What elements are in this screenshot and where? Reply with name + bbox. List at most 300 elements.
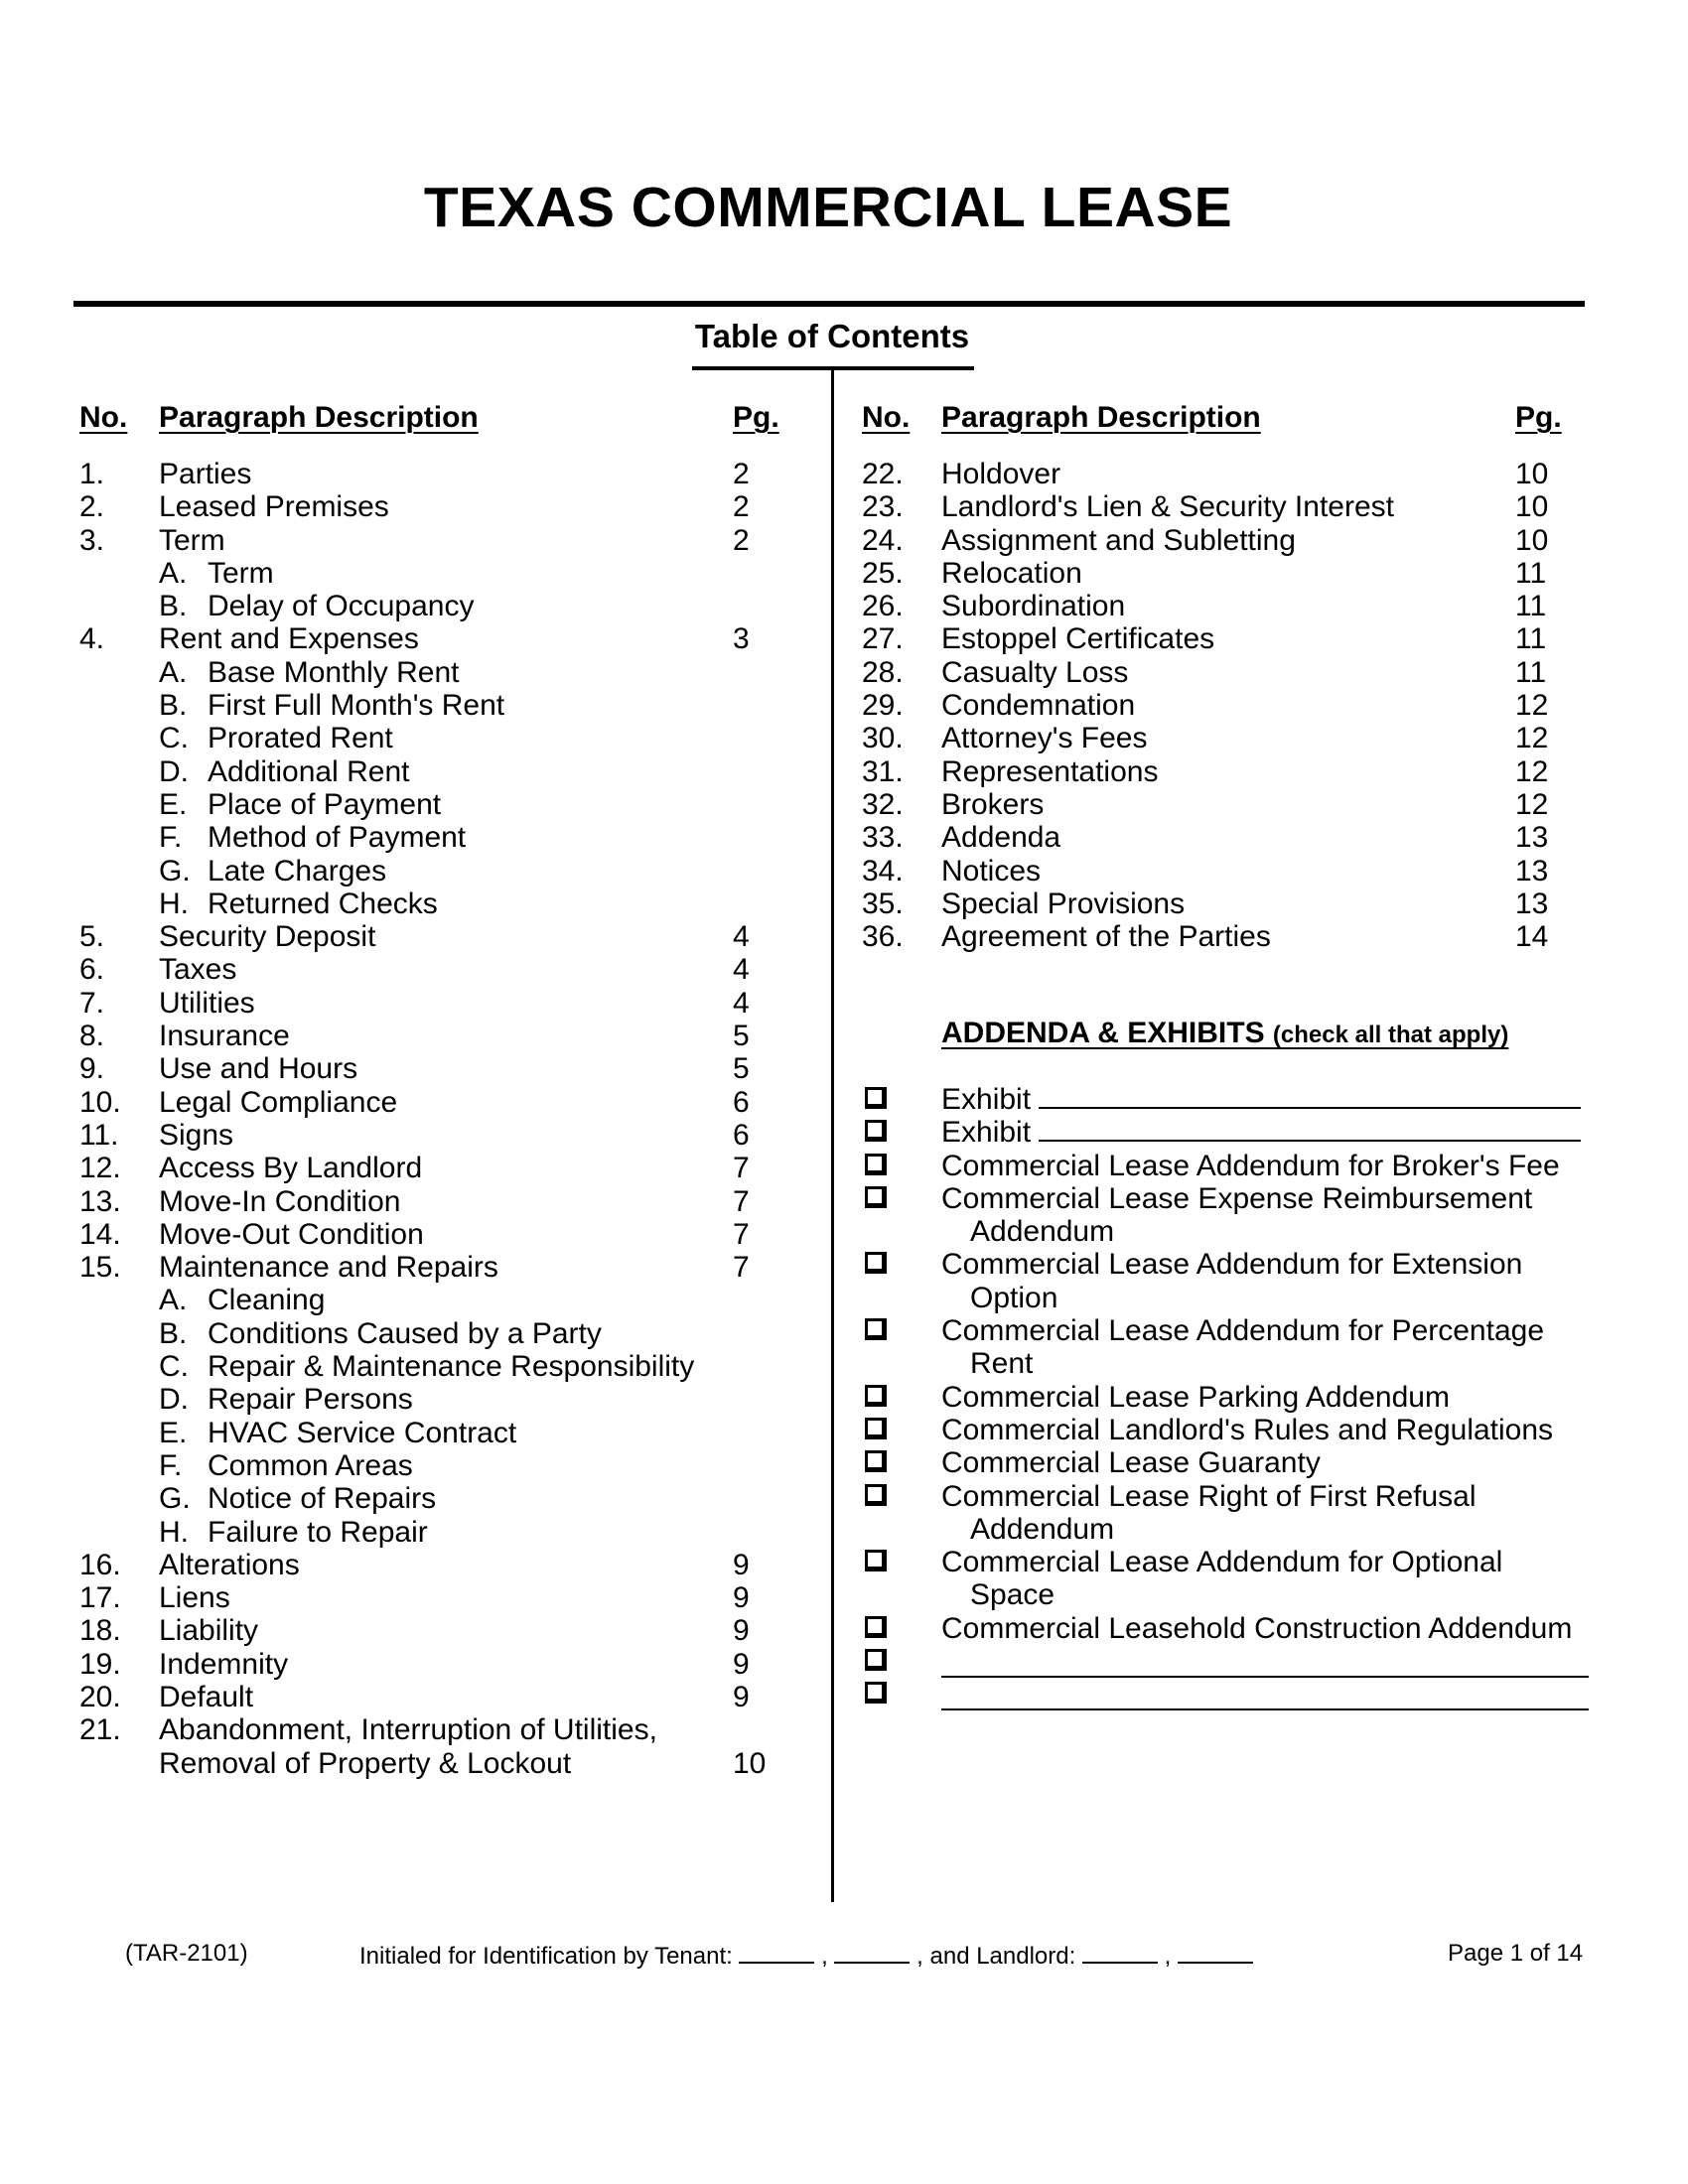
toc-item-number: 25.: [862, 556, 904, 590]
addendum-checkbox[interactable]: [865, 1385, 887, 1407]
toc-right-list: [862, 458, 1597, 953]
toc-item-description: [159, 722, 393, 754]
toc-item-description: Agreement of the Parties: [941, 920, 1271, 954]
toc-subitem-letter: B.: [159, 1316, 188, 1350]
toc-item-description: [159, 887, 438, 920]
addendum-label-line: Commercial Landlord's Rules and Regulations: [941, 1413, 1554, 1446]
toc-item-description: [159, 788, 441, 821]
toc-subitem-letter: A.: [159, 655, 188, 689]
toc-item-description: Removal of Property & Lockout: [159, 1746, 572, 1780]
toc-subitem-text: Place of Payment: [208, 787, 442, 821]
toc-item-description: Maintenance and Repairs: [159, 1251, 498, 1285]
toc-item-description: Holdover: [941, 458, 1061, 490]
left-page-header: Pg.: [733, 401, 779, 434]
toc-item: [862, 590, 1597, 622]
toc-item: [79, 524, 774, 557]
toc-item-description: Condemnation: [941, 689, 1136, 723]
toc-item: [79, 458, 774, 490]
toc-item-page: 5: [733, 1020, 750, 1053]
addendum-label-line: Commercial Leasehold Construction Addendum: [941, 1611, 1573, 1645]
toc-subitem-letter: C.: [159, 722, 189, 755]
addendum-label-continuation: Rent: [970, 1347, 1034, 1381]
toc-subitem: [79, 788, 774, 821]
toc-item-number: 4.: [79, 622, 105, 656]
toc-item: [862, 855, 1597, 887]
toc-item-number: 1.: [79, 458, 105, 490]
toc-item-number: 24.: [862, 523, 904, 557]
toc-item: [862, 622, 1597, 655]
toc-subitem-text: Notice of Repairs: [208, 1482, 437, 1516]
addendum-label: [941, 1414, 1553, 1446]
toc-subitem-text: Delay of Occupancy: [208, 590, 475, 623]
toc-item-page: 3: [733, 622, 750, 656]
toc-item-description: [159, 1482, 436, 1515]
toc-subitem-text: Additional Rent: [208, 754, 410, 788]
toc-subitem: [79, 656, 774, 689]
toc-item-description: Security Deposit: [159, 920, 376, 954]
toc-item-page: 9: [733, 1680, 750, 1713]
toc-item-number: 19.: [79, 1647, 121, 1681]
toc-item: [862, 821, 1597, 854]
addendum-label: [941, 1381, 1450, 1414]
toc-item: [79, 1747, 774, 1780]
toc-item-number: 13.: [79, 1184, 121, 1218]
addendum-label: [941, 1182, 1532, 1249]
addendum-label-continuation: Option: [970, 1281, 1058, 1314]
toc-item-number: 2.: [79, 490, 105, 524]
toc-item: [79, 1052, 774, 1085]
page-number: Page 1 of 14: [1448, 1940, 1584, 1967]
addendum-label: [941, 1150, 1560, 1182]
addendum-item: [856, 1083, 1591, 1116]
toc-item-description: [159, 855, 386, 887]
toc-item-page: 4: [733, 953, 750, 987]
toc-item: [79, 920, 774, 953]
toc-subitem: [79, 590, 774, 622]
toc-item: [79, 1549, 774, 1581]
toc-subitem-letter: C.: [159, 1350, 189, 1384]
toc-subitem: [79, 1449, 774, 1482]
toc-item: [862, 887, 1597, 920]
toc-item: [79, 1251, 774, 1284]
toc-item-page: 9: [733, 1647, 750, 1681]
toc-item-description: Access By Landlord: [159, 1152, 423, 1185]
toc-subitem-letter: H.: [159, 1515, 189, 1549]
toc-item-description: Liability: [159, 1614, 259, 1648]
toc-item: [79, 1218, 774, 1251]
toc-item-description: Subordination: [941, 590, 1126, 623]
toc-subitem-text: HVAC Service Contract: [208, 1416, 517, 1449]
toc-item-number: 36.: [862, 920, 904, 954]
toc-subitem-text: Failure to Repair: [208, 1515, 428, 1549]
addendum-checkbox[interactable]: [865, 1418, 887, 1439]
toc-subitem-letter: E.: [159, 1416, 188, 1449]
toc-subitem: [79, 722, 774, 754]
toc-item-number: 26.: [862, 590, 904, 623]
addendum-label: [941, 1612, 1572, 1645]
toc-item-number: 18.: [79, 1614, 121, 1648]
addendum-blank-spacer: [941, 1678, 949, 1710]
toc-item: [79, 987, 774, 1020]
right-no-header: No.: [862, 401, 911, 434]
addendum-checkbox[interactable]: [865, 1154, 887, 1175]
left-no-header: No.: [79, 401, 128, 434]
toc-item-page: 10: [1515, 523, 1549, 557]
column-divider: [831, 370, 834, 1902]
toc-item-description: Rent and Expenses: [159, 622, 419, 656]
addendum-label-line: Commercial Lease Parking Addendum: [941, 1380, 1450, 1414]
toc-item-description: Liens: [159, 1581, 230, 1615]
toc-item-description: Representations: [941, 754, 1159, 788]
addendum-blank-spacer: [941, 1645, 949, 1678]
toc-item-description: Indemnity: [159, 1647, 289, 1681]
toc-item-number: 21.: [79, 1713, 121, 1747]
toc-item-page: 12: [1515, 754, 1549, 788]
toc-item-number: 29.: [862, 689, 904, 723]
addendum-blank-line[interactable]: [941, 1708, 1589, 1710]
addendum-item: [856, 1414, 1591, 1446]
initials-label: Initialed for Identification by Tenant:: [359, 1943, 733, 1970]
addendum-item: [856, 1116, 1591, 1149]
toc-subitem-letter: A.: [159, 556, 188, 590]
addendum-checkbox[interactable]: [865, 1616, 887, 1638]
toc-item-page: 11: [1515, 556, 1547, 590]
toc-item-number: 10.: [79, 1085, 121, 1119]
toc-item-description: Attorney's Fees: [941, 722, 1148, 755]
toc-item-page: 7: [733, 1217, 750, 1251]
addendum-item: [856, 1546, 1591, 1612]
toc-item-number: 6.: [79, 953, 105, 987]
toc-item: [79, 490, 774, 523]
toc-item-page: 6: [733, 1085, 750, 1119]
toc-item-number: 30.: [862, 722, 904, 755]
title-rule: [73, 301, 1585, 307]
toc-item-description: Move-Out Condition: [159, 1217, 424, 1251]
form-id: (TAR-2101): [125, 1940, 248, 1967]
toc-item: [862, 755, 1597, 788]
toc-subitem-text: Returned Checks: [208, 887, 438, 920]
toc-item-page: 12: [1515, 722, 1549, 755]
initials-comma-2: ,: [1164, 1943, 1172, 1970]
toc-subitem: [79, 1482, 774, 1515]
toc-item-number: 16.: [79, 1548, 121, 1581]
toc-item-description: [159, 1284, 325, 1316]
toc-item: [862, 788, 1597, 821]
toc-item-description: Alterations: [159, 1548, 300, 1581]
toc-subitem: [79, 557, 774, 590]
toc-subitem-text: First Full Month's Rent: [208, 689, 505, 723]
toc-subitem-letter: G.: [159, 1482, 191, 1516]
initials-line: [359, 1940, 1253, 1971]
addenda-heading-note: (check all that apply): [1272, 1022, 1509, 1048]
toc-item-description: Abandonment, Interruption of Utilities,: [159, 1713, 657, 1747]
landlord-initial-blank-1[interactable]: [1082, 1940, 1158, 1964]
landlord-label: , and Landlord:: [916, 1943, 1076, 1970]
toc-item-description: Notices: [941, 854, 1042, 887]
toc-item-description: Leased Premises: [159, 490, 389, 524]
toc-item-description: Parties: [159, 458, 252, 490]
addendum-checkbox[interactable]: [865, 1186, 887, 1208]
toc-subitem-text: Repair & Maintenance Responsibility: [208, 1350, 695, 1384]
toc-item-number: 34.: [862, 854, 904, 887]
toc-item: [79, 1086, 774, 1119]
addendum-item: [856, 1480, 1591, 1547]
toc-item-description: Move-In Condition: [159, 1184, 401, 1218]
toc-item: [79, 1119, 774, 1152]
addendum-label: [941, 1314, 1544, 1381]
toc-item-description: Use and Hours: [159, 1052, 358, 1086]
toc-item: [79, 1713, 774, 1746]
addendum-label: [941, 1546, 1502, 1612]
toc-item: [79, 953, 774, 986]
toc-subitem: [79, 1516, 774, 1549]
addendum-checkbox[interactable]: [865, 1252, 887, 1274]
toc-item-description: [159, 1383, 413, 1416]
toc-subitem: [79, 1317, 774, 1350]
addendum-label: [941, 1083, 1581, 1116]
toc-subitem: [79, 821, 774, 854]
right-description-header: Paragraph Description: [941, 401, 1261, 434]
toc-item-description: [159, 1516, 428, 1549]
addendum-label: [941, 1480, 1477, 1547]
toc-subitem-letter: F.: [159, 821, 183, 855]
toc-item-number: 27.: [862, 622, 904, 656]
toc-item-description: Legal Compliance: [159, 1085, 398, 1119]
toc-item-page: 5: [733, 1052, 750, 1086]
left-description-header: Paragraph Description: [159, 401, 479, 434]
addenda-heading-text: ADDENDA & EXHIBITS: [941, 1017, 1265, 1049]
addendum-label-line: Commercial Lease Guaranty: [941, 1446, 1321, 1480]
toc-item-description: Taxes: [159, 953, 237, 987]
addendum-label: [941, 1248, 1522, 1314]
addendum-item: [856, 1678, 1591, 1710]
addendum-item: [856, 1612, 1591, 1645]
addendum-item: [856, 1381, 1591, 1414]
addendum-checkbox[interactable]: [865, 1087, 887, 1109]
toc-item-description: Utilities: [159, 986, 255, 1020]
landlord-initial-blank-2[interactable]: [1178, 1940, 1253, 1964]
tenant-initial-blank-2[interactable]: [834, 1940, 910, 1964]
initials-comma-1: ,: [821, 1943, 828, 1970]
toc-item-page: 2: [733, 490, 750, 524]
addendum-label-line: Commercial Lease Right of First Refusal: [941, 1479, 1477, 1513]
toc-item-page: 4: [733, 920, 750, 954]
exhibit-fill-line[interactable]: [1039, 1116, 1581, 1142]
toc-item-number: 14.: [79, 1217, 121, 1251]
toc-item-description: Relocation: [941, 556, 1082, 590]
toc-item: [862, 557, 1597, 590]
addendum-label-line: Exhibit: [941, 1116, 1032, 1150]
toc-item-page: 9: [733, 1614, 750, 1648]
toc-item-description: Casualty Loss: [941, 655, 1129, 689]
toc-subitem: [79, 755, 774, 788]
right-page-header: Pg.: [1515, 401, 1562, 434]
toc-item: [862, 656, 1597, 689]
toc-subitem-text: Cleaning: [208, 1284, 326, 1317]
toc-subitem-letter: B.: [159, 689, 188, 723]
toc-item-number: 5.: [79, 920, 105, 954]
toc-left-list: [79, 458, 774, 1780]
addendum-item: [856, 1446, 1591, 1479]
toc-item: [862, 458, 1597, 490]
toc-item-description: Insurance: [159, 1020, 290, 1053]
toc-item-page: 9: [733, 1581, 750, 1615]
addenda-heading: [941, 1017, 1508, 1050]
toc-item: [862, 920, 1597, 953]
toc-item-number: 32.: [862, 787, 904, 821]
toc-item-number: 28.: [862, 655, 904, 689]
toc-item-description: Default: [159, 1680, 254, 1713]
toc-subitem-letter: E.: [159, 787, 188, 821]
toc-item-page: 6: [733, 1118, 750, 1152]
toc-item-number: 20.: [79, 1680, 121, 1713]
toc-subitem-text: Conditions Caused by a Party: [208, 1316, 602, 1350]
addendum-label-line: Exhibit: [941, 1083, 1032, 1116]
toc-subitem-text: Term: [208, 556, 274, 590]
toc-subitem-letter: D.: [159, 1383, 189, 1417]
toc-item-number: 3.: [79, 523, 105, 557]
addendum-label-continuation: Addendum: [970, 1512, 1115, 1546]
toc-item: [79, 622, 774, 655]
toc-item-page: 10: [1515, 490, 1549, 524]
addendum-label: [941, 1446, 1321, 1479]
toc-item-number: 7.: [79, 986, 105, 1020]
addenda-list: [856, 1083, 1591, 1711]
toc-subitem-text: Late Charges: [208, 854, 387, 887]
toc-item-page: 4: [733, 986, 750, 1020]
toc-item-page: 14: [1515, 920, 1549, 954]
addendum-label-line: Commercial Lease Addendum for Broker's Fee: [941, 1149, 1560, 1182]
toc-item-description: [159, 656, 459, 689]
addendum-label-line: Commercial Lease Expense Reimbursement: [941, 1181, 1533, 1215]
toc-item-description: [159, 821, 466, 854]
toc-item: [862, 689, 1597, 722]
toc-item-description: [159, 1449, 413, 1482]
toc-item-number: 9.: [79, 1052, 105, 1086]
toc-subitem-letter: H.: [159, 887, 189, 920]
toc-item-page: 12: [1515, 689, 1549, 723]
toc-item-page: 7: [733, 1251, 750, 1285]
addendum-item: [856, 1645, 1591, 1678]
addendum-item: [856, 1150, 1591, 1182]
document-title: TEXAS COMMERCIAL LEASE: [423, 176, 1233, 239]
toc-item-number: 23.: [862, 490, 904, 524]
toc-subitem-letter: D.: [159, 754, 189, 788]
toc-subitem: [79, 1383, 774, 1416]
toc-item-page: 2: [733, 458, 750, 490]
toc-heading: Table of Contents: [694, 318, 970, 354]
toc-item: [79, 1185, 774, 1218]
toc-subitem: [79, 1417, 774, 1449]
addendum-checkbox[interactable]: [865, 1120, 887, 1142]
toc-subitem: [79, 1350, 774, 1383]
addendum-label: [941, 1116, 1581, 1149]
toc-subitem-letter: F.: [159, 1448, 183, 1482]
addendum-label-line: Commercial Lease Addendum for Optional: [941, 1546, 1503, 1579]
toc-item-description: Special Provisions: [941, 887, 1186, 920]
addendum-label-line: Commercial Lease Addendum for Extension: [941, 1248, 1523, 1282]
toc-item-page: 13: [1515, 854, 1549, 887]
addendum-checkbox[interactable]: [865, 1682, 887, 1704]
toc-item-description: Addenda: [941, 821, 1061, 855]
toc-subitem-letter: A.: [159, 1284, 188, 1317]
toc-item-description: Landlord's Lien & Security Interest: [941, 490, 1394, 524]
addendum-checkbox[interactable]: [865, 1649, 887, 1671]
toc-item-description: [159, 1317, 602, 1350]
addendum-label-continuation: Space: [970, 1578, 1055, 1612]
addendum-item: [856, 1314, 1591, 1381]
toc-subitem-letter: G.: [159, 854, 191, 887]
toc-item-description: Term: [159, 523, 225, 557]
toc-item-page: 11: [1515, 655, 1547, 689]
toc-item: [862, 722, 1597, 754]
toc-subitem: [79, 887, 774, 920]
toc-subitem-text: Repair Persons: [208, 1383, 413, 1417]
toc-item-page: 13: [1515, 821, 1549, 855]
addendum-checkbox[interactable]: [865, 1450, 887, 1472]
toc-subitem-text: Common Areas: [208, 1448, 413, 1482]
toc-item-description: [159, 1417, 516, 1449]
toc-item-page: 7: [733, 1152, 750, 1185]
toc-subitem-text: Prorated Rent: [208, 722, 393, 755]
toc-item-page: 11: [1515, 590, 1547, 623]
toc-item-page: 7: [733, 1184, 750, 1218]
toc-subitem: [79, 1284, 774, 1316]
exhibit-fill-line[interactable]: [1039, 1083, 1581, 1109]
addendum-item: [856, 1248, 1591, 1314]
toc-item: [79, 1152, 774, 1184]
addendum-label-line: Commercial Lease Addendum for Percentage: [941, 1314, 1545, 1348]
toc-item-description: Estoppel Certificates: [941, 622, 1215, 656]
addendum-checkbox[interactable]: [865, 1318, 887, 1340]
toc-item: [79, 1614, 774, 1647]
toc-item-number: 8.: [79, 1020, 105, 1053]
toc-item: [862, 524, 1597, 557]
toc-item-page: 10: [733, 1746, 767, 1780]
toc-item-page: 13: [1515, 887, 1549, 920]
toc-item-number: 11.: [79, 1118, 119, 1152]
toc-item-description: Assignment and Subletting: [941, 523, 1296, 557]
toc-item: [79, 1581, 774, 1614]
toc-item-number: 31.: [862, 754, 904, 788]
toc-item-page: 9: [733, 1548, 750, 1581]
toc-subitem-letter: B.: [159, 590, 188, 623]
toc-item-number: 35.: [862, 887, 904, 920]
toc-item-description: Brokers: [941, 787, 1045, 821]
toc-item-page: 2: [733, 523, 750, 557]
toc-item-number: 22.: [862, 458, 904, 490]
toc-item-description: [159, 557, 274, 590]
toc-item: [862, 490, 1597, 523]
toc-item-page: 10: [1515, 458, 1549, 490]
addendum-checkbox[interactable]: [865, 1484, 887, 1506]
toc-subitem: [79, 689, 774, 722]
toc-item-description: [159, 755, 409, 788]
toc-subitem-text: Method of Payment: [208, 821, 467, 855]
toc-item: [79, 1681, 774, 1713]
toc-item-number: 15.: [79, 1251, 121, 1285]
toc-subitem-text: Base Monthly Rent: [208, 655, 460, 689]
toc-subitem: [79, 855, 774, 887]
toc-item-description: [159, 590, 474, 622]
addendum-checkbox[interactable]: [865, 1550, 887, 1571]
toc-item-number: 12.: [79, 1152, 121, 1185]
toc-item-description: [159, 689, 504, 722]
toc-item-description: Signs: [159, 1118, 234, 1152]
toc-item-description: [159, 1350, 694, 1383]
addendum-label-continuation: Addendum: [970, 1215, 1115, 1249]
tenant-initial-blank-1[interactable]: [739, 1940, 814, 1964]
